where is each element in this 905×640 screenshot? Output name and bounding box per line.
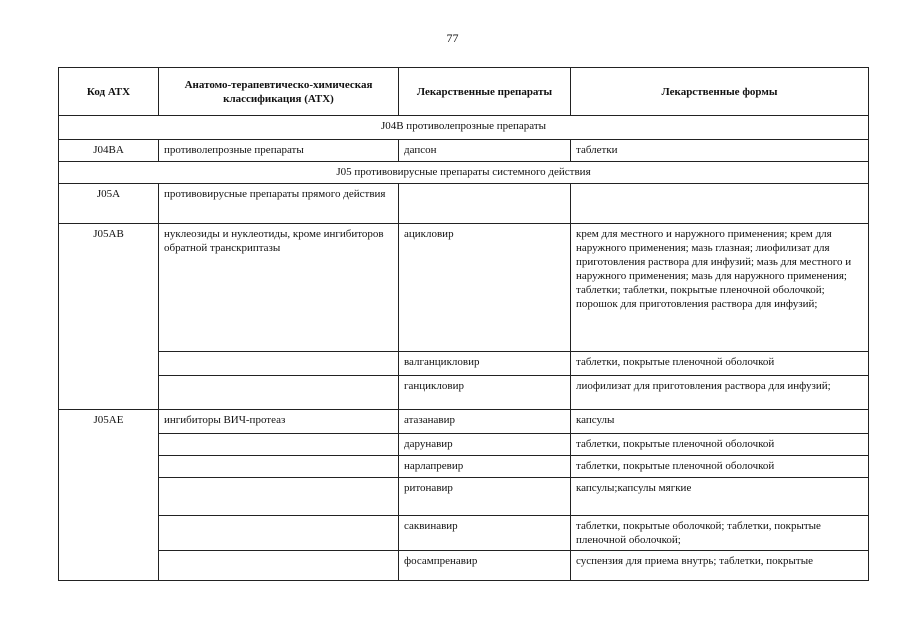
row-forms: крем для местного и наружного применения; крем для наружного применения; мазь глазная; лиофилизат для приготовления раствора для инфузий; мазь для местного и наружного применения; мазь для наружного применения; таблетки; таблетки, покрытые пленочной оболочкой; порошок для приготовления раствора для инфузий;: [571, 224, 869, 352]
row-classification-empty: [159, 478, 399, 516]
group-row-j05: [59, 162, 869, 184]
table-header-row: [59, 68, 869, 116]
row-drug: нарлапревир: [399, 456, 571, 478]
row-classification: противовирусные препараты прямого действия: [159, 184, 399, 224]
row-drug: атазанавир: [399, 410, 571, 434]
atx-drug-table: [58, 67, 869, 581]
row-drug: ганцикловир: [399, 376, 571, 410]
row-drug: валганцикловир: [399, 352, 571, 376]
row-forms: капсулы;капсулы мягкие: [571, 478, 869, 516]
row-drug: ацикловир: [399, 224, 571, 352]
header-classification: Анатомо-терапевтическо-химическая классификация (АТХ): [159, 68, 399, 116]
row-forms: таблетки, покрытые оболочкой; таблетки, покрытые пленочной оболочкой;: [571, 516, 869, 551]
table-row-j05ae-sub: [59, 551, 869, 581]
group-title-j04b: J04B противолепрозные препараты: [59, 116, 869, 140]
header-forms: Лекарственные формы: [571, 68, 869, 116]
table-row-j04ba: [59, 140, 869, 162]
table-row-j05ae-sub: [59, 456, 869, 478]
table-row-j05a: [59, 184, 869, 224]
row-forms: суспензия для приема внутрь; таблетки, покрытые: [571, 551, 869, 581]
row-classification: нуклеозиды и нуклеотиды, кроме ингибиторов обратной транскриптазы: [159, 224, 399, 352]
row-classification-empty: [159, 352, 399, 376]
row-classification-empty: [159, 376, 399, 410]
row-drug-empty: [399, 184, 571, 224]
row-forms: таблетки, покрытые пленочной оболочкой: [571, 434, 869, 456]
row-classification-empty: [159, 516, 399, 551]
row-classification-empty: [159, 456, 399, 478]
row-forms-empty: [571, 184, 869, 224]
row-drug: дарунавир: [399, 434, 571, 456]
row-forms: таблетки, покрытые пленочной оболочкой: [571, 352, 869, 376]
row-drug: ритонавир: [399, 478, 571, 516]
header-drugs: Лекарственные препараты: [399, 68, 571, 116]
row-classification: противолепрозные препараты: [159, 140, 399, 162]
row-code: J05AB: [59, 224, 159, 410]
group-row-j04b: [59, 116, 869, 140]
row-drug: фосампренавир: [399, 551, 571, 581]
table-row-j05ae-sub: [59, 516, 869, 551]
header-code: Код АТХ: [59, 68, 159, 116]
table-row-j05ae-sub: [59, 478, 869, 516]
row-forms: лиофилизат для приготовления раствора для инфузий;: [571, 376, 869, 410]
row-code: J05A: [59, 184, 159, 224]
row-classification-empty: [159, 434, 399, 456]
row-drug: дапсон: [399, 140, 571, 162]
row-code: J04BA: [59, 140, 159, 162]
row-classification: ингибиторы ВИЧ-протеаз: [159, 410, 399, 434]
table-row-j05ae: [59, 410, 869, 434]
row-forms: капсулы: [571, 410, 869, 434]
table-row-j05ab: [59, 224, 869, 352]
group-title-j05: J05 противовирусные препараты системного действия: [59, 162, 869, 184]
table-row-j05ab-sub: [59, 352, 869, 376]
table-row-j05ab-sub: [59, 376, 869, 410]
row-classification-empty: [159, 551, 399, 581]
table-row-j05ae-sub: [59, 434, 869, 456]
row-forms: таблетки, покрытые пленочной оболочкой: [571, 456, 869, 478]
row-forms: таблетки: [571, 140, 869, 162]
row-code: J05AE: [59, 410, 159, 581]
page-number: 77: [446, 31, 459, 45]
row-drug: саквинавир: [399, 516, 571, 551]
